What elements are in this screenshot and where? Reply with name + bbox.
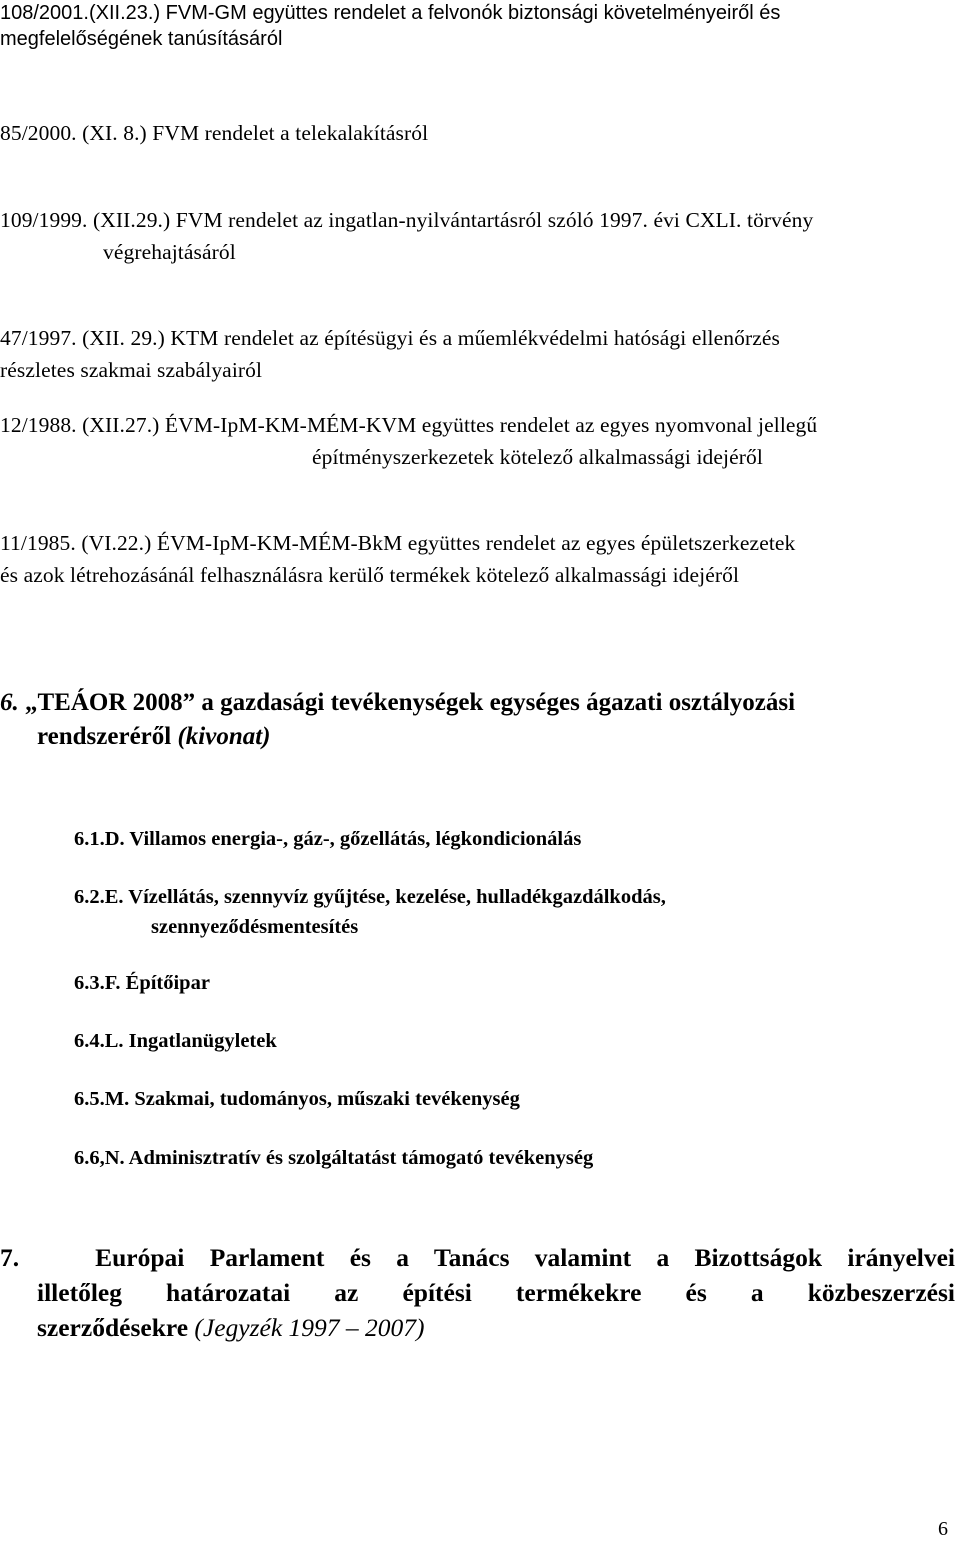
teaor-item-line: 6.2.E. Vízellátás, szennyvíz gyűjtése, kezelése, hulladékgazdálkodás, [74, 886, 666, 908]
reference-line: és azok létrehozásánál felhasználásra kerülő termékek kötelező alkalmassági idejéről [0, 563, 740, 587]
reference-line: 12/1988. (XII.27.) ÉVM-IpM-KM-MÉM-KVM együttes rendelet az egyes nyomvonal jellegű [0, 413, 818, 437]
teaor-item [74, 1084, 520, 1114]
section-title-note: (kivonat) [177, 723, 271, 750]
section-title-note: (Jegyzék 1997 – 2007) [194, 1313, 425, 1342]
section-title: „TEÁOR 2008” a gazdasági tevékenységek egységes ágazati osztályozási [25, 689, 796, 716]
teaor-item-line: 6.5.M. Szakmai, tudományos, műszaki tevékenység [74, 1088, 520, 1110]
section-7-title-line [0, 1240, 955, 1275]
teaor-item [74, 1143, 593, 1173]
reference-line: 109/1999. (XII.29.) FVM rendelet az ingatlan-nyilvántartásról szóló 1997. évi CXLI. törvény [0, 208, 814, 232]
reference-line: 47/1997. (XII. 29.) KTM rendelet az építésügyi és a műemlékvédelmi hatósági ellenőrzés [0, 326, 780, 350]
reference-item [0, 527, 795, 591]
page-number: 6 [938, 1518, 948, 1540]
reference-line: részletes szakmai szabályairól [0, 358, 263, 382]
section-7-heading [0, 1240, 955, 1345]
reference-line: 11/1985. (VI.22.) ÉVM-IpM-KM-MÉM-BkM együttes rendelet az egyes épületszerkezetek [0, 531, 796, 555]
reference-item [0, 409, 817, 473]
teaor-item-line: szennyeződésmentesítés [151, 916, 359, 938]
reference-line: 85/2000. (XI. 8.) FVM rendelet a telekalakításról [0, 121, 429, 145]
reference-item [0, 322, 956, 386]
section-6-title-line [0, 686, 960, 720]
section-7-title-line [37, 1310, 955, 1345]
section-6-heading [0, 686, 960, 754]
teaor-item-line: 6.6,N. Adminisztratív és szolgáltatást támogató tevékenység [74, 1147, 594, 1169]
section-number: 7. [0, 1243, 20, 1272]
section-title: szerződésekre [37, 1313, 189, 1342]
running-header [0, 0, 940, 52]
teaor-item-line: 6.1.D. Villamos energia-, gáz-, gőzellátás, légkondicionálás [74, 828, 582, 850]
teaor-item-line: 6.3.F. Építőipar [74, 972, 210, 994]
header-line-1: 108/2001.(XII.23.) FVM-GM együttes rendelet a felvonók biztonsági követelményeiről és [0, 2, 781, 24]
section-title: Európai Parlament és a Tanács valamint a Bizottságok irányelvei [95, 1243, 955, 1272]
section-number: 6. [0, 689, 19, 716]
teaor-item-line: 6.4.L. Ingatlanügyletek [74, 1030, 277, 1052]
reference-item [0, 204, 813, 268]
section-title: rendszeréről [37, 723, 172, 750]
reference-line: végrehajtásáról [103, 240, 236, 264]
section-7-title-line: illetőleg határozatai az építési termékekre és a közbeszerzési [37, 1278, 955, 1307]
reference-item [0, 117, 428, 149]
header-line-2: megfelelőségének tanúsításáról [0, 28, 283, 50]
teaor-item [74, 824, 581, 854]
teaor-item [74, 882, 666, 942]
reference-line: építményszerkezetek kötelező alkalmassági idejéről [312, 445, 763, 469]
section-6-title-line [0, 720, 960, 754]
teaor-item [74, 1026, 277, 1056]
teaor-item [74, 968, 210, 998]
